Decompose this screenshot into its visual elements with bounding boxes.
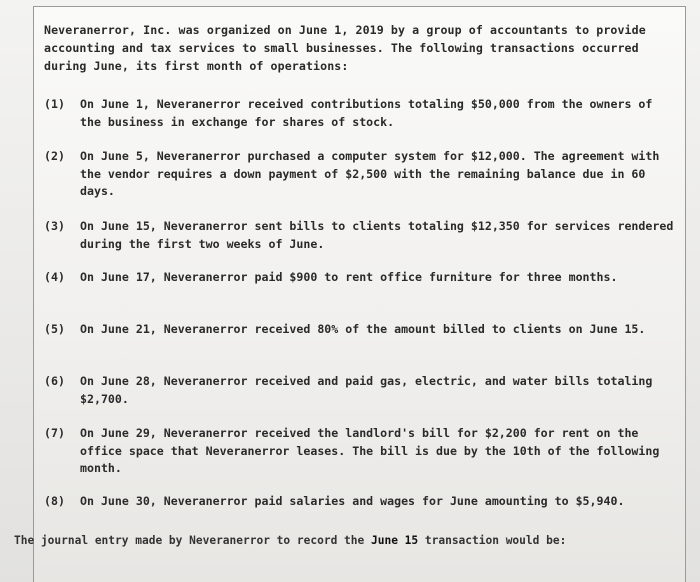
transaction-text: On June 21, Neveranerror received 80% of the amount billed to clients on June 15. (80, 322, 646, 336)
transaction-text: On June 30, Neveranerror paid salaries and wages for June amounting to $5,940. (80, 494, 625, 508)
problem-card (33, 6, 686, 582)
transaction-text: On June 5, Neveranerror purchased a computer system for $12,000. The agreement with the vendor requires a down payment of $2,500 with the remaining balance due in 60 days. (80, 149, 660, 198)
transaction-number: (6) (44, 374, 65, 388)
transaction-text: On June 15, Neveranerror sent bills to clients totaling $12,350 for services rendered during the first two weeks of June. (80, 219, 674, 251)
transaction-1 (44, 96, 679, 131)
transaction-number: (2) (44, 149, 65, 163)
transaction-text: On June 1, Neveranerror received contributions totaling $50,000 from the owners of the business in exchange for shares of stock. (80, 97, 653, 129)
transaction-number: (4) (44, 270, 65, 284)
transaction-6 (44, 373, 679, 408)
transaction-text: On June 29, Neveranerror received the landlord's bill for $2,200 for rent on the office space that Neveranerror leases. The bill is due by the 10th of the following month. (80, 426, 660, 475)
question-emphasis: June 15 (370, 534, 419, 547)
question-text-after: transaction would be: (418, 534, 567, 547)
transaction-number: (5) (44, 322, 65, 336)
transaction-number: (8) (44, 494, 65, 508)
transaction-8 (44, 493, 679, 511)
transaction-number: (7) (44, 426, 65, 440)
transaction-2 (44, 148, 679, 201)
transaction-text: On June 17, Neveranerror paid $900 to rent office furniture for three months. (80, 270, 618, 284)
question-prompt (14, 532, 614, 549)
transaction-7 (44, 425, 679, 478)
transaction-4 (44, 269, 679, 287)
transaction-number: (1) (44, 97, 65, 111)
question-text-before: The journal entry made by Neveranerror to record the (14, 534, 371, 547)
transaction-5 (44, 321, 679, 339)
transaction-number: (3) (44, 219, 65, 233)
transaction-3 (44, 218, 679, 253)
transaction-text: On June 28, Neveranerror received and paid gas, electric, and water bills totaling $2,700. (80, 374, 653, 406)
problem-intro: Neveranerror, Inc. was organized on June 1, 2019 by a group of accountants to provide accounting and tax services to small businesses. The following transactions occurred during June, its first month of operations: (44, 23, 646, 73)
